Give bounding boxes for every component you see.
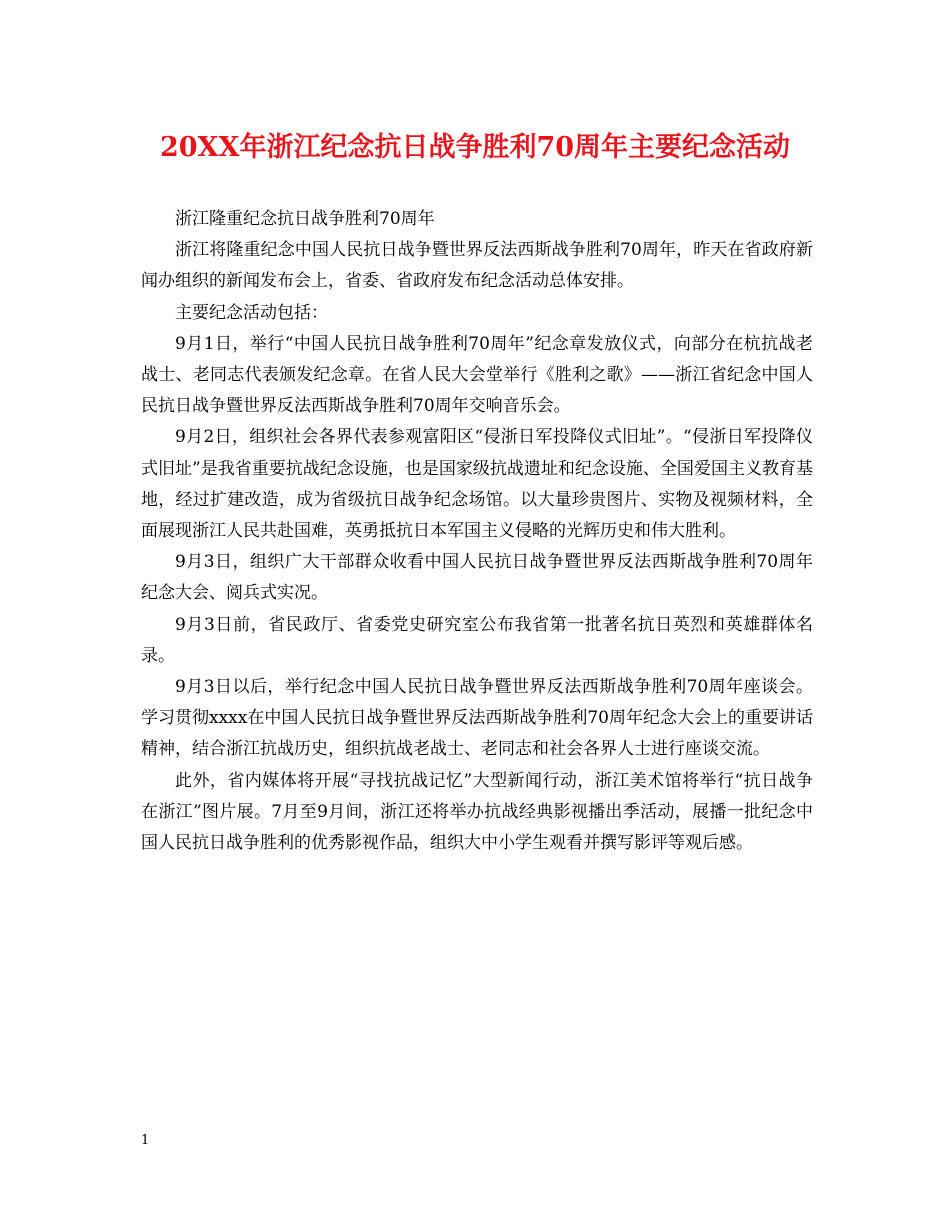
paragraph: 9月3日以后，举行纪念中国人民抗日战争暨世界反法西斯战争胜利70周年座谈会。学习贯彻xxxx在中国人民抗日战争暨世界反法西斯战争胜利70周年纪念大会上的重要讲话精神，结合浙江抗战历史，组织抗战老战士、老同志和社会各界人士进行座谈交流。 [141,677,813,760]
page-number: 1 [141,1133,150,1148]
paragraph: 主要纪念活动包括： [175,302,328,323]
paragraph: 9月1日，举行“中国人民抗日战争胜利70周年”纪念章发放仪式，向部分在杭抗战老战士、老同志代表颁发纪念章。在省人民大会堂举行《胜利之歌》——浙江省纪念中国人民抗日战争暨世界反法西斯战争胜利70周年交响音乐会。 [141,333,813,417]
paragraph: 9月3日前，省民政厅、省委党史研究室公布我省第一批著名抗日英烈和英雄群体名录。 [141,614,813,666]
document-title: 20XX年浙江纪念抗日战争胜利70周年主要纪念活动 [159,132,791,163]
document-body [141,204,813,859]
paragraph: 浙江将隆重纪念中国人民抗日战争暨世界反法西斯战争胜利70周年，昨天在省政府新闻办组织的新闻发布会上，省委、省政府发布纪念活动总体安排。 [141,240,813,292]
paragraph: 9月3日，组织广大干部群众收看中国人民抗日战争暨世界反法西斯战争胜利70周年纪念大会、阅兵式实况。 [141,552,813,604]
paragraph: 9月2日，组织社会各界代表参观富阳区“侵浙日军投降仪式旧址”。“侵浙日军投降仪式旧址”是我省重要抗战纪念设施，也是国家级抗战遗址和纪念设施、全国爱国主义教育基地，经过扩建改造，成为省级抗日战争纪念场馆。以大量珍贵图片、实物及视频材料，全面展现浙江人民共赴国难，英勇抵抗日本军国主义侵略的光辉历史和伟大胜利。 [141,427,813,542]
paragraph: 此外，省内媒体将开展“寻找抗战记忆”大型新闻行动，浙江美术馆将举行“抗日战争在浙江”图片展。7月至9月间，浙江还将举办抗战经典影视播出季活动，展播一批纪念中国人民抗日战争胜利的优秀影视作品，组织大中小学生观看并撰写影评等观后感。 [141,770,813,854]
paragraph: 浙江隆重纪念抗日战争胜利70周年 [175,209,435,229]
